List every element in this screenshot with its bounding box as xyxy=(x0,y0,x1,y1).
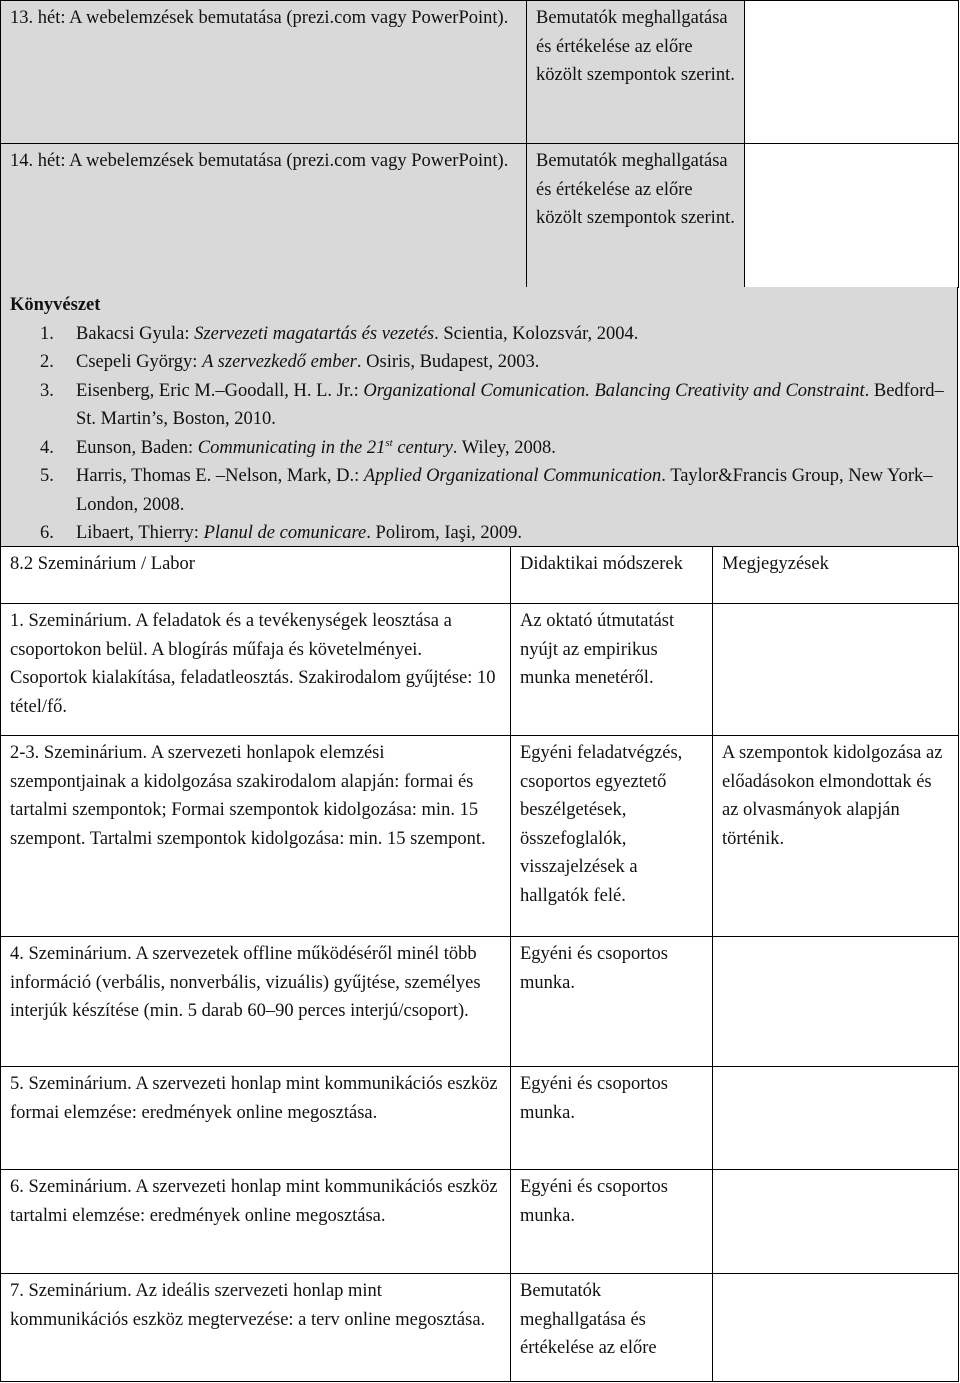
seminar-note xyxy=(713,937,959,1067)
week-13-topic: 13. hét: A webelemzések bemutatása (prezi.com vagy PowerPoint). xyxy=(1,1,527,144)
seminar-method: Bemutatók meghallgatása és értékelése az előre xyxy=(511,1274,713,1382)
seminar-topic: 2-3. Szeminárium. A szervezeti honlapok elemzési szempontjainak a kidolgozása szakirodalom alapján: formai és tartalmi szempontok; Formai szempontok kidolgozása: min. 15 szempont. Tartalmi szempontok kidolgozása: min. 15 szempont. xyxy=(1,736,511,937)
week-14-row xyxy=(1,144,959,288)
bibliography-list xyxy=(10,320,948,548)
seminar-row-3 xyxy=(1,937,959,1067)
bibliography-item xyxy=(10,434,948,463)
item-publisher: . Wiley, 2008. xyxy=(452,437,556,458)
seminar-method: Egyéni és csoportos munka. xyxy=(511,1067,713,1170)
item-author: Csepeli György: xyxy=(76,352,203,372)
seminar-header-notes: Megjegyzések xyxy=(713,547,959,604)
seminar-header-topic: 8.2 Szeminárium / Labor xyxy=(1,547,511,604)
seminar-table xyxy=(0,546,959,1382)
item-title-part: century xyxy=(392,437,453,458)
seminar-topic: 5. Szeminárium. A szervezeti honlap mint kommunikációs eszköz formai elemzése: eredmények online megosztása. xyxy=(1,1067,511,1170)
item-title-part: Communicating in the 21 xyxy=(197,437,386,458)
item-publisher: . Osiris, Budapest, 2003. xyxy=(356,352,540,372)
seminar-row-2 xyxy=(1,736,959,937)
seminar-topic: 1. Szeminárium. A feladatok és a tevékenységek leosztása a csoportokon belül. A blogírás műfaja és követelményei. Csoportok kialakítása, feladatleosztás. Szakirodalom gyűjtése: 10 tétel/fő. xyxy=(1,604,511,736)
item-publisher: . Scientia, Kolozsvár, 2004. xyxy=(434,323,639,344)
item-title: Szervezeti magatartás és vezetés xyxy=(194,323,435,344)
seminar-row-4 xyxy=(1,1067,959,1170)
item-number: 5. xyxy=(40,466,54,486)
item-title: Organizational Comunication. Balancing Creativity and Constraint xyxy=(363,380,865,401)
seminar-row-5 xyxy=(1,1170,959,1274)
bibliography-section xyxy=(0,287,958,547)
bibliography-item xyxy=(10,377,948,434)
seminar-note xyxy=(713,1170,959,1274)
item-title: Planul de comunicare xyxy=(203,523,367,543)
item-number: 2. xyxy=(40,352,54,372)
seminar-row-6 xyxy=(1,1274,959,1382)
week-14-note xyxy=(745,144,959,288)
seminar-header-methods: Didaktikai módszerek xyxy=(511,547,713,604)
item-title: Applied Organizational Communication xyxy=(363,466,662,486)
seminar-topic: 4. Szeminárium. A szervezetek offline működéséről minél több információ (verbális, nonverbális, vizuális) gyűjtése, személyes interjúk készítése (min. 5 darab 60–90 perces interjú/csoport). xyxy=(1,937,511,1067)
seminar-note xyxy=(713,604,959,736)
item-number: 3. xyxy=(40,380,54,401)
item-author: Eunson, Baden: xyxy=(76,437,198,458)
seminar-note xyxy=(713,1067,959,1170)
item-title xyxy=(198,438,453,458)
item-author: Bakacsi Gyula: xyxy=(76,323,195,344)
seminar-note: A szempontok kidolgozása az előadásokon elmondottak és az olvasmányok alapján történik. xyxy=(713,736,959,937)
week-14-topic: 14. hét: A webelemzések bemutatása (prezi.com vagy PowerPoint). xyxy=(1,144,527,288)
item-publisher: . Taylor&Francis Group, New York–London, 2008. xyxy=(76,466,933,515)
week-13-row xyxy=(1,1,959,144)
item-author: Eisenberg, Eric M.–Goodall, H. L. Jr.: xyxy=(76,380,364,401)
week-13-note xyxy=(745,1,959,144)
bibliography-item xyxy=(10,320,948,349)
item-title: A szervezkedő ember xyxy=(202,352,357,372)
item-number: 1. xyxy=(40,323,54,344)
course-schedule-table xyxy=(0,0,959,288)
item-publisher: . Bedford–St. Martin’s, Boston, 2010. xyxy=(76,380,944,429)
seminar-method: Egyéni és csoportos munka. xyxy=(511,1170,713,1274)
item-author: Harris, Thomas E. –Nelson, Mark, D.: xyxy=(76,466,364,486)
item-author: Libaert, Thierry: xyxy=(76,523,204,543)
bibliography-item xyxy=(10,462,948,519)
item-number: 4. xyxy=(40,437,54,458)
seminar-method: Az oktató útmutatást nyújt az empirikus munka menetéről. xyxy=(511,604,713,736)
item-number: 6. xyxy=(40,523,54,543)
seminar-method: Egyéni feladatvégzés, csoportos egyeztető beszélgetések, összefoglalók, visszajelzések a hallgatók felé. xyxy=(511,736,713,937)
item-publisher: . Polirom, Iaşi, 2009. xyxy=(366,523,522,543)
item-title-superscript: st xyxy=(385,436,393,449)
week-13-method: Bemutatók meghallgatása és értékelése az előre közölt szempontok szerint. xyxy=(527,1,745,144)
bibliography-item xyxy=(10,519,948,548)
seminar-method: Egyéni és csoportos munka. xyxy=(511,937,713,1067)
seminar-topic: 6. Szeminárium. A szervezeti honlap mint kommunikációs eszköz tartalmi elemzése: eredmények online megosztása. xyxy=(1,1170,511,1274)
week-14-method: Bemutatók meghallgatása és értékelése az előre közölt szempontok szerint. xyxy=(527,144,745,288)
seminar-row-1 xyxy=(1,604,959,736)
seminar-topic: 7. Szeminárium. Az ideális szervezeti honlap mint kommunikációs eszköz megtervezése: a terv online megosztása. xyxy=(1,1274,511,1382)
bibliography-heading: Könyvészet xyxy=(10,295,101,315)
seminar-note xyxy=(713,1274,959,1382)
seminar-header-row xyxy=(1,547,959,604)
bibliography-item xyxy=(10,348,948,377)
